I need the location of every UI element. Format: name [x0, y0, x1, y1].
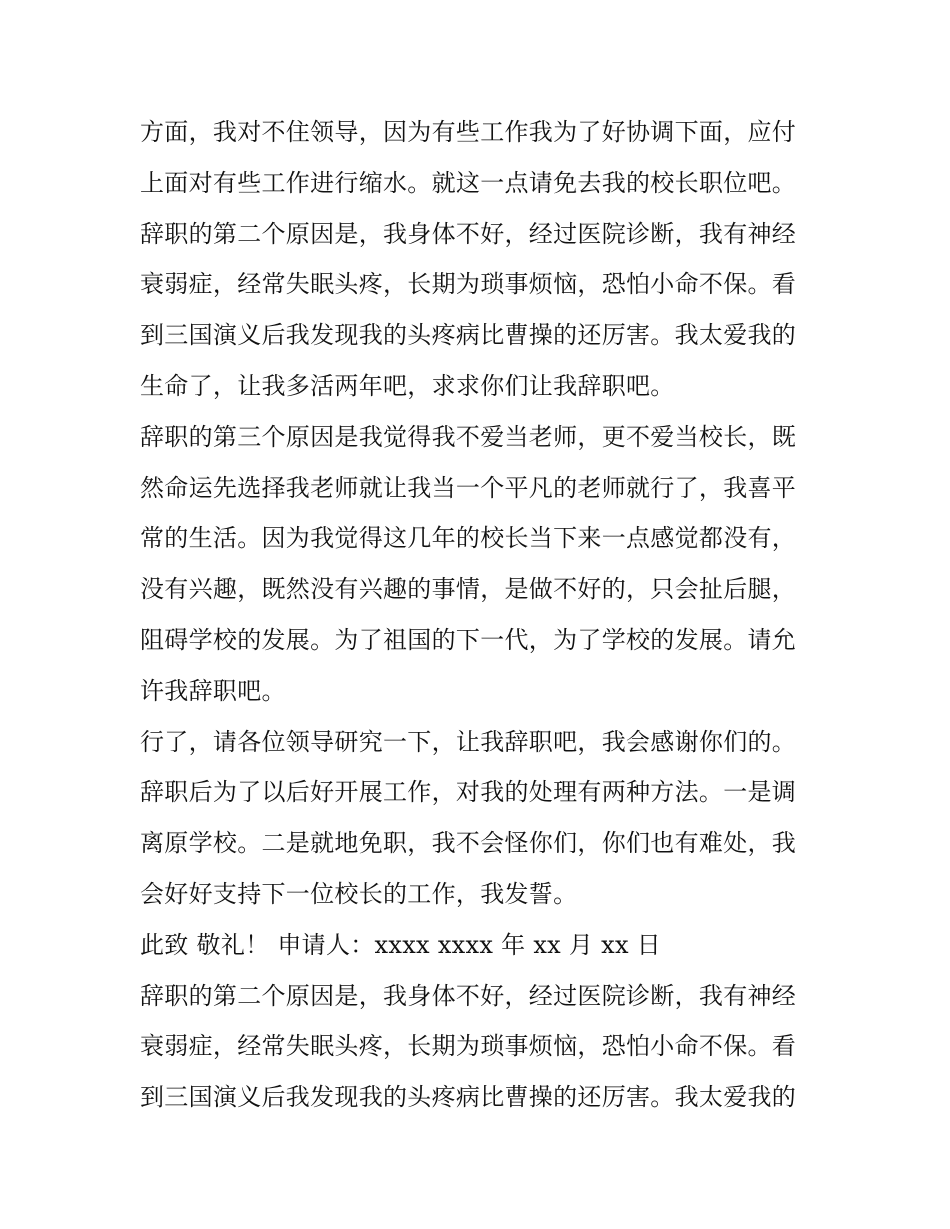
- text-line-14: 辞职后为了以后好开展工作，对我的处理有两种方法。一是调: [140, 778, 797, 807]
- text-line-3: 辞职的第二个原因是，我身体不好，经过医院诊断，我有神经: [140, 219, 797, 248]
- text-line-12: 许我辞职吧。: [140, 676, 286, 705]
- text-line-10: 没有兴趣，既然没有兴趣的事情，是做不好的，只会扯后腿，: [140, 575, 797, 604]
- text-line-5: 到三国演义后我发现我的头疼病比曹操的还厉害。我太爱我的: [140, 321, 797, 350]
- document-text-body: [140, 107, 820, 1123]
- text-line-9: 常的生活。因为我觉得这几年的校长当下来一点感觉都没有，: [140, 524, 797, 553]
- text-line-6: 生命了，让我多活两年吧，求求你们让我辞职吧。: [140, 371, 675, 400]
- text-line-8: 然命运先选择我老师就让我当一个平凡的老师就行了，我喜平: [140, 473, 797, 502]
- text-line-16: 会好好支持下一位校长的工作，我发誓。: [140, 879, 578, 908]
- text-line-1: 方面，我对不住领导，因为有些工作我为了好协调下面，应付: [140, 118, 797, 146]
- text-line-2: 上面对有些工作进行缩水。就这一点请免去我的校长职位吧。: [140, 168, 797, 197]
- text-line-11: 阻碍学校的发展。为了祖国的下一代，为了学校的发展。请允: [140, 625, 797, 654]
- text-line-7: 辞职的第三个原因是我觉得我不爱当老师，更不爱当校长，既: [140, 422, 797, 451]
- text-line-20: 到三国演义后我发现我的头疼病比曹操的还厉害。我太爱我的: [140, 1083, 797, 1112]
- text-line-19: 衰弱症，经常失眠头疼，长期为琐事烦恼，恐怕小命不保。看: [140, 1032, 797, 1061]
- text-line-4: 衰弱症，经常失眠头疼，长期为琐事烦恼，恐怕小命不保。看: [140, 270, 797, 299]
- text-line-13: 行了，请各位领导研究一下，让我辞职吧，我会感谢你们的。: [140, 727, 797, 756]
- text-line-18: 辞职的第二个原因是，我身体不好，经过医院诊断，我有神经: [140, 981, 797, 1010]
- text-line-signature: 此致 敬礼！ 申请人：xxxx xxxx 年 xx 月 xx 日: [140, 930, 662, 959]
- text-line-15: 离原学校。二是就地免职，我不会怪你们，你们也有难处，我: [140, 829, 797, 858]
